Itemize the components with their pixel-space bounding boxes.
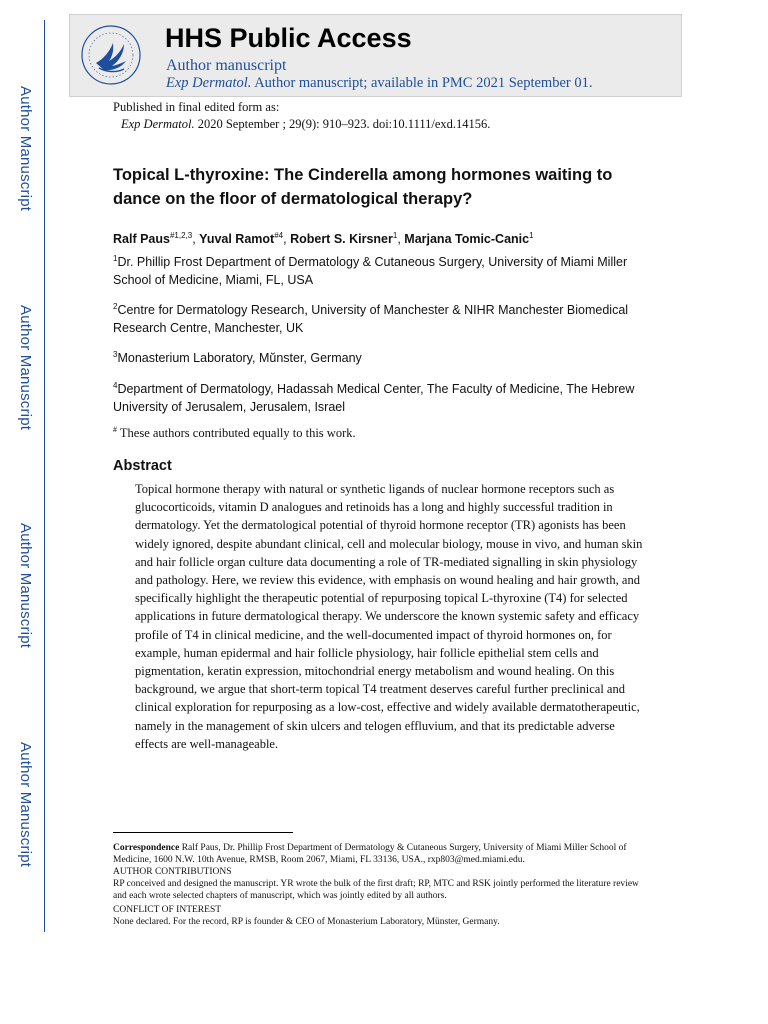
publication-citation <box>121 117 490 132</box>
author-name: Robert S. Kirsner <box>290 232 393 247</box>
correspondence-label: Correspondence <box>113 843 180 853</box>
author-name: Marjana Tomic-Canic <box>404 232 530 247</box>
author-sup: 1 <box>392 231 398 240</box>
affiliation <box>113 346 643 367</box>
affiliation <box>113 298 643 337</box>
author-sep: , <box>283 232 291 247</box>
correspondence-text: Ralf Paus, Dr. Phillip Frost Department of Dermatology & Cutaneous Surgery, University of Miami Miller School of Medicine, 1600 N.W. 10th Avenue, RMSB, Room 2067, Miami, FL 33136, USA., rxp803@med.miami.edu. <box>113 843 627 865</box>
affiliation-num: 2 <box>113 302 118 312</box>
correspondence-note <box>113 842 653 866</box>
journal-availability: Author manuscript; available in PMC 2021 September 01. <box>251 75 593 91</box>
hhs-header <box>69 14 682 97</box>
journal-name[interactable]: Exp Dermatol. <box>166 75 252 91</box>
citation-journal: Exp Dermatol. <box>121 117 195 131</box>
author-name: Yuval Ramot <box>199 232 275 247</box>
article-title: Topical L-thyroxine: The Cinderella among hormones waiting to dance on the floor of dermatological therapy? <box>113 166 613 208</box>
side-label-text: Author Manuscript <box>17 305 34 431</box>
author-list <box>113 227 643 248</box>
affiliation-text: Monasterium Laboratory, Mŭnster, Germany <box>117 351 362 366</box>
abstract-text: Topical hormone therapy with natural or synthetic ligands of nuclear hormone receptors such as glucocorticoids, vitamin D analogues and retinoids has a long and highly successful tradition in dermatology. Yet the dermatological potential of thyroid hormone receptor (TR) agonists has been widely ignored, despite abundant clinical, cell and molecular biology, mouse in vivo, and human skin and hair follicle organ culture data documenting a role of TR-mediated signalling in skin physiology and pathology. Here, we review this evidence, with emphasis on wound healing and hair growth, and specifically highlight the therapeutic potential of repurposing topical L-thyroxine (T4) for selected applications in future dermatological therapy. We underscore the known systemic safety and efficacy profile of T4 in clinical medicine, and the well-documented impact of thyroid hormones on, for example, human epidermal and hair follicle physiology, hair follicle epithelial stem cells and pigmentation, keratin expression, mitochondrial energy metabolism and wound healing. On this background, we argue that short-term topical T4 treatment deserves careful further preclinical and clinical exploration for repurposing as a low-cost, effective and widely available dermatotherapeutic, namely in the management of skin ulcers and telogen effluvium, and that its predictable adverse effects are well-manageable. <box>135 481 643 751</box>
equal-contribution-text: These authors contributed equally to this work. <box>117 425 356 440</box>
author-sep: , <box>192 232 200 247</box>
affiliation-num: 4 <box>113 380 118 390</box>
side-label-text: Author Manuscript <box>17 86 34 212</box>
affiliation-text: Dr. Phillip Frost Department of Dermatology & Cutaneous Surgery, University of Miami Miller School of Medicine, Miami, FL, USA <box>113 255 628 288</box>
citation-details: 2020 September ; 29(9): 910–923. doi:10.1111/exd.14156. <box>194 117 491 131</box>
author-sup: #4 <box>274 231 284 240</box>
affiliation-text: Department of Dermatology, Hadassah Medical Center, The Faculty of Medicine, The Hebrew University of Jerusalem, Jerusalem, Israel <box>113 381 635 414</box>
header-journal-line <box>166 75 592 92</box>
affiliation-num: 3 <box>113 350 118 360</box>
author-sep: , <box>397 232 405 247</box>
abstract-heading: Abstract <box>113 457 172 474</box>
conflict-text: None declared. For the record, RP is founder & CEO of Monasterium Laboratory, Münster, Germany. <box>113 917 500 927</box>
equal-contribution-note <box>113 425 643 441</box>
side-label-text: Author Manuscript <box>17 742 34 868</box>
author-sup: 1 <box>529 231 534 240</box>
hhs-eagle-logo-icon <box>79 23 143 87</box>
affiliation-num: 1 <box>113 254 118 264</box>
footnote-divider <box>113 832 293 833</box>
side-label-text: Author Manuscript <box>17 523 34 649</box>
contributions-heading: AUTHOR CONTRIBUTIONS <box>113 867 232 877</box>
header-subtitle: Author manuscript <box>166 57 287 74</box>
article-main <box>113 163 643 753</box>
footnotes <box>113 842 653 928</box>
header-title: HHS Public Access <box>165 23 412 53</box>
contributions-text: RP conceived and designed the manuscript. YR wrote the bulk of the first draft; RP, MTC and RSK jointly performed the literature review and each wrote selected chapters of manuscript, which was jointly edited by all authors. <box>113 879 639 901</box>
publication-note: Published in final edited form as: <box>113 100 280 114</box>
author-name: Ralf Paus <box>113 232 170 247</box>
conflict-heading: CONFLICT OF INTEREST <box>113 905 222 915</box>
affiliation <box>113 250 643 289</box>
author-sup: #1,2,3 <box>169 231 193 240</box>
side-rail <box>44 20 45 932</box>
affiliation-text: Centre for Dermatology Research, University of Manchester & NIHR Manchester Biomedical Research Centre, Manchester, UK <box>113 303 629 336</box>
affiliation <box>113 377 643 416</box>
equal-contribution-symbol: # <box>113 424 117 434</box>
